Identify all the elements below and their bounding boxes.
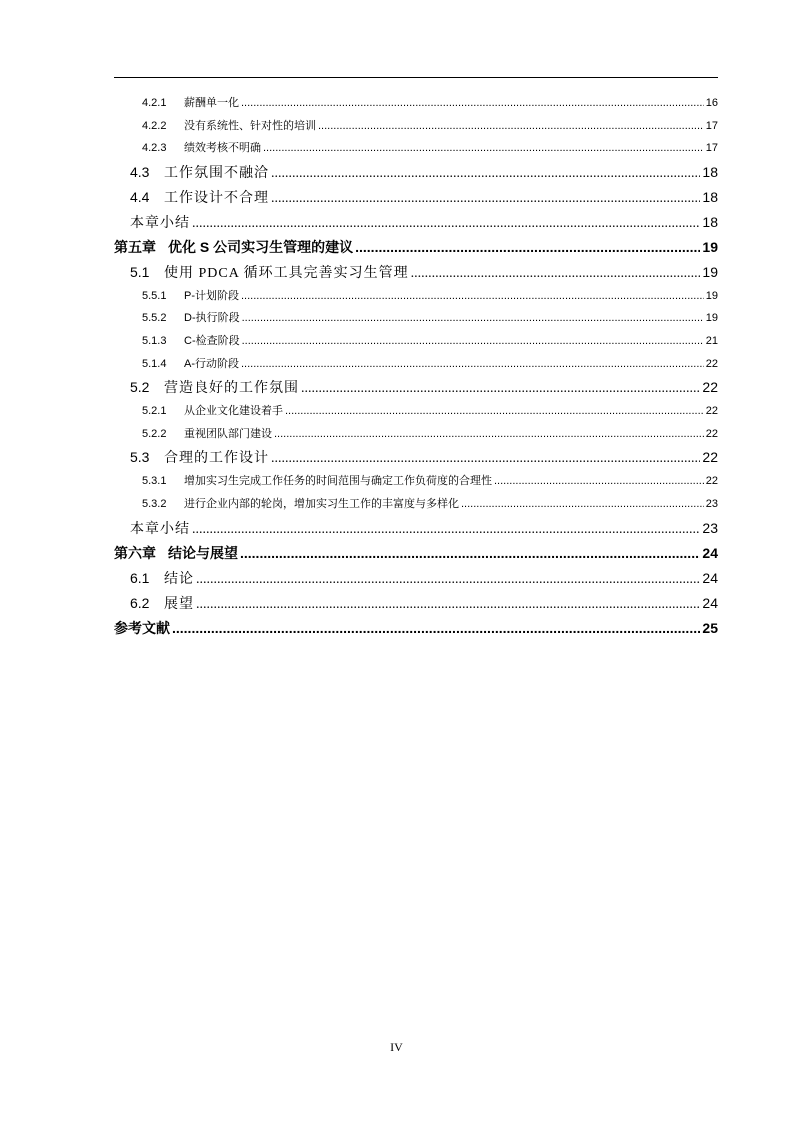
toc-entry-number: 6.1 — [130, 569, 150, 586]
toc-entry-title: 进行企业内部的轮岗，增加实习生工作的丰富度与多样化 — [184, 497, 459, 510]
toc-entry-page: 23 — [702, 519, 718, 536]
toc-entry[interactable] — [114, 309, 718, 332]
toc-dot-leader — [240, 545, 700, 561]
toc-entry-page: 24 — [702, 594, 718, 611]
toc-entry-number: 4.3 — [130, 163, 150, 180]
toc-entry-page: 22 — [705, 405, 718, 418]
toc-entry-page: 21 — [705, 334, 718, 347]
toc-entry-title: 结论与展望 — [168, 544, 238, 561]
toc-entry-page: 19 — [705, 289, 718, 302]
toc-entry-page: 18 — [702, 163, 718, 180]
toc-entry-number: 5.3.2 — [142, 497, 167, 510]
toc-entry-page: 22 — [702, 449, 718, 466]
toc-entry-number: 4.2.3 — [142, 142, 167, 155]
toc-entry-title: 合理的工作设计 — [164, 451, 269, 467]
toc-entry-title: 参考文献 — [114, 619, 170, 636]
toc-entry[interactable] — [114, 212, 718, 237]
toc-dot-leader — [242, 335, 704, 347]
toc-entry-page: 19 — [702, 238, 718, 255]
toc-entry-title: 营造良好的工作氛围 — [164, 381, 299, 397]
toc-entry-title: P-计划阶段 — [184, 289, 239, 302]
toc-entry-number: 6.2 — [130, 594, 150, 611]
toc-dot-leader — [241, 358, 704, 370]
toc-dot-leader — [192, 216, 700, 232]
toc-entry[interactable] — [114, 543, 718, 568]
toc-entry-page: 18 — [702, 213, 718, 230]
toc-entry-number: 4.2.2 — [142, 119, 167, 132]
toc-dot-leader — [271, 166, 700, 182]
toc-dot-leader — [263, 142, 704, 154]
toc-entry-title: 没有系统性、针对性的培训 — [184, 119, 316, 132]
toc-dot-leader — [301, 381, 700, 397]
toc-dot-leader — [274, 428, 704, 440]
toc-dot-leader — [494, 475, 704, 487]
toc-entry-title: A-行动阶段 — [184, 357, 239, 370]
toc-entry[interactable] — [114, 402, 718, 425]
toc-entry[interactable] — [114, 332, 718, 355]
toc-entry-number: 5.2.2 — [142, 427, 167, 440]
toc-entry[interactable] — [114, 518, 718, 543]
toc-entry[interactable] — [114, 495, 718, 518]
toc-dot-leader — [355, 239, 700, 255]
toc-entry-title: 本章小结 — [130, 215, 190, 231]
toc-dot-leader — [271, 191, 700, 207]
toc-entry-page: 16 — [705, 97, 718, 109]
toc-entry-page: 19 — [702, 263, 718, 280]
toc-entry[interactable] — [114, 237, 718, 262]
toc-entry[interactable] — [114, 94, 718, 117]
toc-entry-title: 绩效考核不明确 — [184, 142, 261, 155]
toc-entry[interactable] — [114, 618, 718, 643]
toc-entry[interactable] — [114, 139, 718, 162]
toc-entry-page: 18 — [702, 188, 718, 205]
toc-dot-leader — [192, 522, 700, 538]
toc-entry-title: 从企业文化建设着手 — [184, 405, 283, 418]
toc-entry[interactable] — [114, 117, 718, 140]
toc-entry-page: 24 — [702, 569, 718, 586]
toc-dot-leader — [242, 312, 704, 324]
toc-entry-page: 22 — [702, 379, 718, 396]
toc-entry[interactable] — [114, 377, 718, 402]
toc-dot-leader — [241, 290, 704, 302]
toc-entry[interactable] — [114, 472, 718, 495]
toc-entry-number: 5.1 — [130, 263, 150, 280]
toc-entry-number: 5.3.1 — [142, 475, 167, 488]
toc-entry[interactable] — [114, 447, 718, 472]
toc-entry-page: 22 — [705, 357, 718, 370]
toc-entry-page: 17 — [705, 142, 718, 155]
toc-entry-page: 23 — [705, 497, 718, 510]
toc-entry-page: 17 — [705, 119, 718, 132]
toc-entry[interactable] — [114, 262, 718, 287]
toc-entry-title: 工作设计不合理 — [164, 190, 269, 206]
toc-entry-title: 优化 S 公司实习生管理的建议 — [168, 238, 354, 255]
toc-entry-title: C-检查阶段 — [184, 334, 240, 347]
toc-entry-page: 25 — [702, 619, 718, 636]
toc-dot-leader — [411, 266, 701, 282]
toc-dot-leader — [196, 572, 700, 588]
table-of-contents — [114, 94, 718, 643]
toc-entry[interactable] — [114, 425, 718, 448]
toc-entry-number: 5.3 — [130, 449, 150, 466]
toc-entry-page: 19 — [705, 312, 718, 325]
toc-entry[interactable] — [114, 287, 718, 310]
toc-entry-page: 22 — [705, 475, 718, 488]
toc-entry-title: 使用 PDCA 循环工具完善实习生管理 — [164, 265, 409, 281]
toc-entry-number: 5.1.3 — [142, 334, 167, 347]
toc-entry-number: 5.1.4 — [142, 357, 167, 370]
toc-entry-title: 重视团队部门建设 — [184, 427, 272, 440]
toc-entry[interactable] — [114, 162, 718, 187]
toc-entry-number: 5.2.1 — [142, 405, 167, 418]
toc-dot-leader — [271, 451, 700, 467]
toc-entry[interactable] — [114, 568, 718, 593]
toc-dot-leader — [196, 597, 700, 613]
toc-entry-title: 增加实习生完成工作任务的时间范围与确定工作负荷度的合理性 — [184, 475, 492, 488]
toc-entry-number: 第六章 — [114, 544, 156, 561]
toc-entry-title: D-执行阶段 — [184, 312, 240, 325]
footer-page-number: IV — [390, 1040, 403, 1054]
toc-entry[interactable] — [114, 593, 718, 618]
toc-dot-leader — [461, 498, 704, 510]
toc-entry-number: 5.5.2 — [142, 312, 167, 325]
toc-entry-number: 5.5.1 — [142, 289, 167, 302]
toc-entry-title: 本章小结 — [130, 521, 190, 537]
toc-entry-number: 5.2 — [130, 379, 150, 396]
toc-entry-title: 工作氛围不融洽 — [164, 165, 269, 181]
header-rule — [114, 77, 718, 78]
toc-entry-title: 结论 — [164, 571, 194, 587]
toc-entry-title: 展望 — [164, 596, 194, 612]
toc-dot-leader — [172, 620, 700, 636]
toc-dot-leader — [285, 405, 704, 417]
toc-entry-number: 4.4 — [130, 188, 150, 205]
toc-entry-number: 第五章 — [114, 238, 156, 255]
toc-entry-title: 薪酬单一化 — [184, 97, 239, 109]
toc-dot-leader — [318, 120, 704, 132]
toc-entry-number: 4.2.1 — [142, 97, 167, 109]
toc-entry-page: 22 — [705, 427, 718, 440]
toc-dot-leader — [241, 97, 704, 109]
toc-entry[interactable] — [114, 187, 718, 212]
toc-entry-page: 24 — [702, 544, 718, 561]
toc-entry[interactable] — [114, 355, 718, 378]
